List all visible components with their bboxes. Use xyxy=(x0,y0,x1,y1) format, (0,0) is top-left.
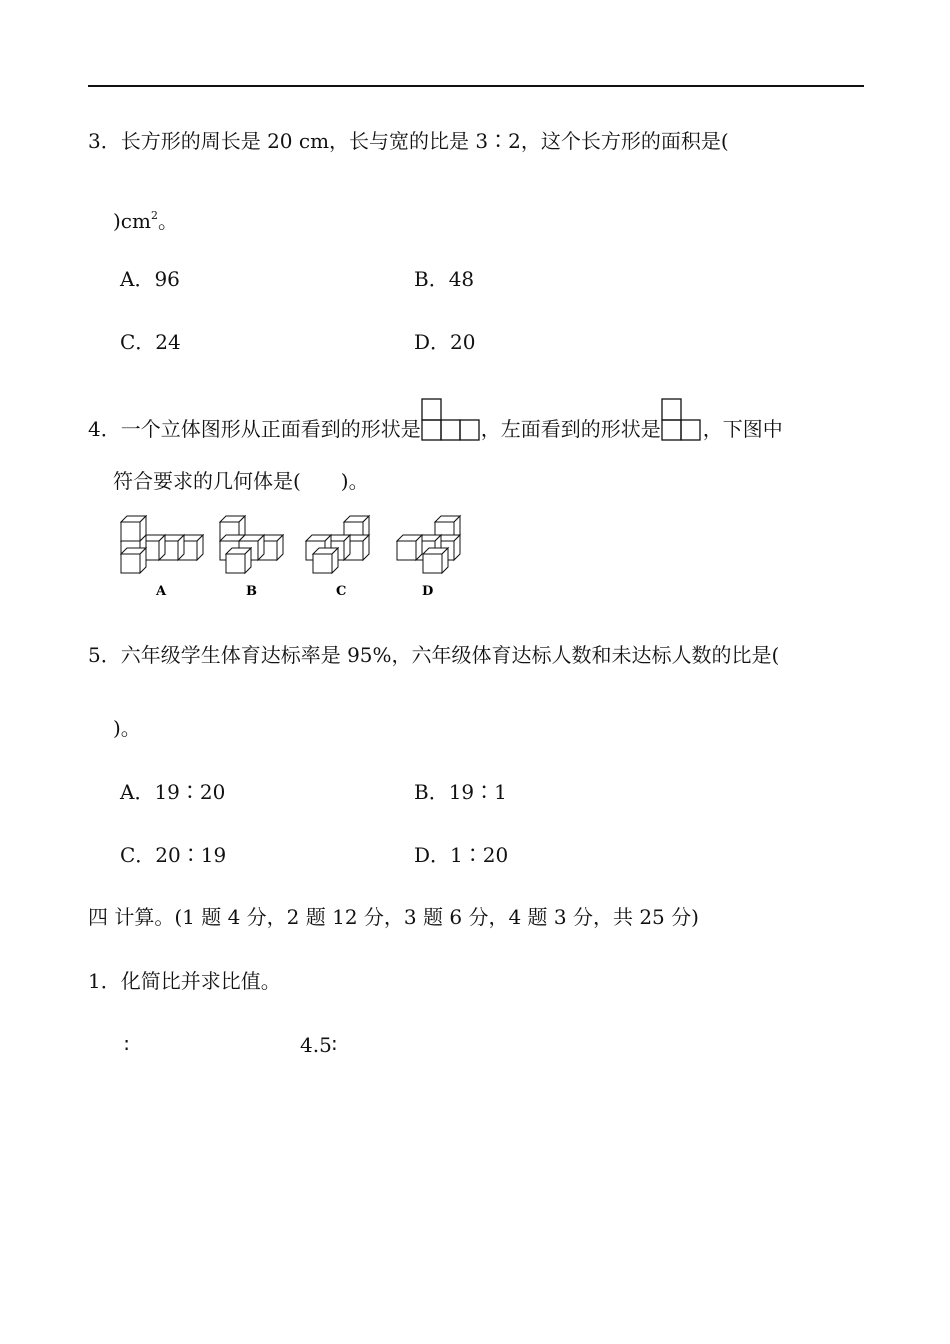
question-3-text-cont: )$cm^2$。 xyxy=(113,209,178,233)
solid-label-d: D xyxy=(422,584,434,599)
solid-d xyxy=(397,516,460,599)
solid-label-b: B xyxy=(246,584,257,599)
q5-option-d: D．1∶20 xyxy=(414,843,509,867)
left-view-figure xyxy=(661,398,703,442)
solid-figures xyxy=(110,512,480,602)
calc-1-expression-2: 4.5∶ xyxy=(300,1033,338,1057)
question-5-text: 5．六年级学生体育达标率是 95%，六年级体育达标人数和未达标人数的比是( xyxy=(88,643,780,667)
superscript: 2 xyxy=(150,209,158,222)
q3-option-b: B．48 xyxy=(414,267,475,291)
q5-option-a: A．19∶20 xyxy=(120,780,226,804)
solid-label-c: C xyxy=(336,584,347,599)
q5-option-b: B．19∶1 xyxy=(414,780,507,804)
question-4-text: 4．一个立体图形从正面看到的形状是 ，左面看到的形状是 ，下图中 xyxy=(88,398,783,442)
question-3-text: 3．长方形的周长是 20 cm，长与宽的比是 3∶2，这个长方形的面积是( xyxy=(88,129,729,153)
solid-c xyxy=(306,516,369,599)
q3-option-c: C．24 xyxy=(120,330,181,354)
section-4-heading: 四 计算。(1 题 4 分，2 题 12 分，3 题 6 分，4 题 3 分，共 25 分) xyxy=(88,905,699,929)
q5-option-c: C．20∶19 xyxy=(120,843,227,867)
solid-label-a: A xyxy=(156,584,167,599)
solid-a xyxy=(121,516,203,599)
q3-option-a: A．96 xyxy=(120,267,180,291)
question-4-text-cont: 符合要求的几何体是( )。 xyxy=(113,469,369,493)
question-5-text-cont: )。 xyxy=(113,716,141,740)
header-rule xyxy=(88,85,864,87)
q3-option-d: D．20 xyxy=(414,330,476,354)
calc-1-title: 1．化简比并求比值。 xyxy=(88,969,281,993)
solid-b xyxy=(220,516,283,599)
calc-1-expression-1: ∶ xyxy=(124,1033,130,1057)
front-view-figure xyxy=(421,398,481,442)
